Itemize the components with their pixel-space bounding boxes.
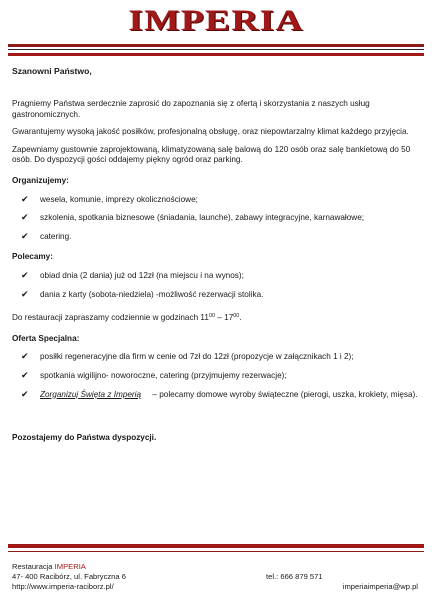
hours-open-minutes: 00 bbox=[208, 313, 216, 320]
organizujemy-list bbox=[12, 195, 420, 243]
hours-text: Do restauracji zapraszamy codziennie w godzinach 11 bbox=[12, 313, 209, 323]
hours-end: . bbox=[239, 313, 242, 323]
list-item bbox=[12, 232, 420, 243]
list-item-text: obiad dnia (2 dania) już od 12zł (na miejscu i na wynos); bbox=[40, 270, 244, 280]
intro-paragraph: Zapewniamy gustownie zaprojektowaną, klimatyzowaną salę balową do 120 osób oraz salę bankietową do 50 osób. Do dyspozycji gości oddajemy piękny ogród oraz parking. bbox=[12, 144, 411, 165]
list-item-text: – polecamy domowe wyroby świąteczne (pierogi, uszka, krokiety, mięsa). bbox=[141, 389, 418, 399]
check-icon: ✔ bbox=[21, 288, 29, 299]
footer-address: 47- 400 Racibórz, ul. Fabryczna 6 bbox=[12, 572, 126, 581]
footer-rule bbox=[8, 544, 424, 548]
greeting: Szanowni Państwo, bbox=[12, 66, 92, 76]
closing-line: Pozostajemy do Państwa dyspozycji. bbox=[12, 433, 157, 443]
intro-paragraph: Gwarantujemy wysoką jakość posiłków, profesjonalną obsługę, oraz niepowtarzalny klimat każdego przyjęcia. bbox=[12, 127, 409, 137]
hours-close-minutes: 00 bbox=[233, 313, 240, 320]
list-item bbox=[12, 371, 420, 382]
footer-name-prefix: Restauracja bbox=[12, 562, 55, 571]
section-title-oferta: Oferta Specjalna: bbox=[12, 333, 80, 343]
imperia-logo: IMPERIA bbox=[128, 4, 304, 37]
header-rule bbox=[8, 44, 424, 50]
check-icon: ✔ bbox=[21, 230, 29, 241]
check-icon: ✔ bbox=[21, 193, 29, 204]
footer-website-link[interactable]: http://www.imperia-raciborz.pl/ bbox=[12, 582, 114, 591]
letter-body bbox=[12, 66, 420, 444]
opening-hours bbox=[12, 311, 420, 324]
section-title-organizujemy: Organizujemy: bbox=[12, 175, 69, 185]
section-title-polecamy: Polecamy: bbox=[12, 252, 53, 262]
list-item bbox=[12, 352, 420, 363]
list-item bbox=[12, 195, 420, 206]
hours-dash: – 17 bbox=[215, 313, 234, 323]
check-icon: ✔ bbox=[21, 388, 29, 399]
oferta-list bbox=[12, 352, 420, 400]
footer-row bbox=[12, 572, 420, 582]
polecamy-list bbox=[12, 271, 420, 300]
check-icon: ✔ bbox=[21, 212, 29, 223]
list-item bbox=[12, 271, 420, 282]
check-icon: ✔ bbox=[21, 269, 29, 280]
footer-email-link[interactable]: imperiaimperia@wp.pl bbox=[342, 582, 418, 591]
footer-brand: IMPERIA bbox=[54, 562, 86, 571]
footer bbox=[12, 562, 420, 592]
swieta-link[interactable]: Zorganizuj Święta z Imperią bbox=[40, 389, 142, 399]
footer-row bbox=[12, 582, 420, 592]
list-item-text: wesela, komunie, imprezy okolicznościowe; bbox=[40, 194, 198, 204]
intro-paragraph: Pragniemy Państwa serdecznie zaprosić do zapoznania się z ofertą i skorzystania z naszych usług gastronomicznych. bbox=[12, 99, 370, 119]
check-icon: ✔ bbox=[21, 369, 29, 380]
list-item-text: spotkania wigilijno- noworoczne, catering (przyjmujemy rezerwacje); bbox=[40, 370, 287, 380]
check-icon: ✔ bbox=[21, 351, 29, 362]
list-item bbox=[12, 390, 420, 401]
footer-rule-thin bbox=[8, 551, 424, 552]
header-rule-inner bbox=[8, 53, 424, 56]
list-item-text: szkolenia, spotkania biznesowe (śniadania, launche), zabawy integracyjne, karnawałowe; bbox=[40, 213, 365, 223]
list-item bbox=[12, 290, 420, 301]
footer-phone: tel.: 666 879 571 bbox=[266, 572, 323, 581]
list-item-text: catering. bbox=[40, 231, 72, 241]
list-item-text: dania z karty (sobota-niedziela) -możliwość rezerwacji stolika. bbox=[40, 289, 264, 299]
list-item-text: posiłki regeneracyjne dla firm w cenie od 7zł do 12zł (propozycje w załącznikach 1 i 2); bbox=[40, 352, 354, 362]
footer-row bbox=[12, 562, 420, 572]
list-item bbox=[12, 213, 420, 224]
